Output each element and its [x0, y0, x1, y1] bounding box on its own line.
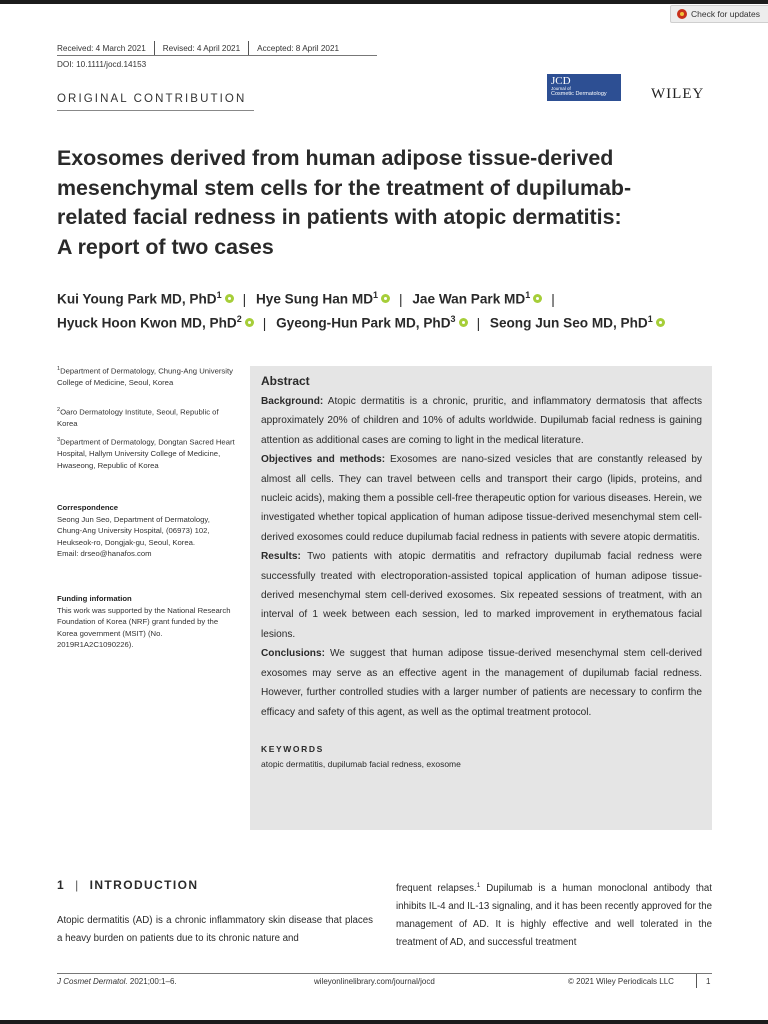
date-divider	[248, 41, 249, 55]
abstract-background	[261, 392, 702, 450]
author-divider: |	[262, 315, 267, 331]
affiliation	[57, 364, 237, 389]
accepted-date: Accepted: 8 April 2021	[257, 43, 340, 53]
title-line: mesenchymal stem cells for the treatment of dupilumab-	[57, 175, 632, 200]
correspondence-email[interactable]: Email: drseo@hanafos.com	[57, 549, 152, 558]
correspondence	[57, 502, 237, 560]
citation-ref[interactable]: 1	[476, 882, 481, 889]
doi[interactable]: DOI: 10.1111/jocd.14153	[57, 60, 147, 69]
author-divider: |	[551, 291, 555, 307]
author-aff: 1	[373, 290, 379, 300]
author-divider: |	[476, 315, 481, 331]
abstract-label: Background:	[261, 396, 324, 407]
check-for-updates-label: Check for updates	[691, 9, 760, 19]
abstract-label: Results:	[261, 551, 301, 563]
footer-citation	[57, 977, 177, 986]
body-text: Dupilumab is a human monoclonal antibody that inhibits IL-4 and IL-13 signaling, and it has been recently approved for the management of AD. It is highly effective and well tolerated in the treatment of AD, and successful treatment	[396, 883, 712, 948]
orcid-icon[interactable]	[459, 318, 468, 327]
abstract-text: Exosomes are nano-sized vesicles that are constantly released by almost all cells. They can travel between cells and transport their cargo (lipids, proteins, and nucleic acids), making them a possible cell-free therapeutic option for various diseases. Herein, we investigated whether topical application of human adipose tissue-derived mesenchymal stem cell-derived exosomes could reduce dupilumab facial redness in patients with severe atopic dermatitis.	[261, 454, 703, 543]
journal-logo	[547, 74, 621, 101]
correspondence-text: Seong Jun Seo, Department of Dermatology, Chung-Ang University Hospital, (06973) 102, Heukseok-ro, Dongjak-gu, Seoul, Korea.	[57, 514, 210, 547]
abstract-results	[261, 547, 702, 644]
affiliation-number: 1	[57, 366, 61, 372]
keywords-list: atopic dermatitis, dupilumab facial redness, exosome	[261, 758, 461, 769]
date-divider	[154, 41, 155, 55]
title-line: A report of two cases	[57, 234, 274, 259]
affiliation	[57, 405, 237, 430]
article-title	[57, 144, 677, 262]
section-heading	[57, 878, 198, 892]
publisher-logo: WILEY	[651, 86, 705, 102]
crossmark-icon	[677, 9, 687, 19]
author-aff: 1	[647, 314, 653, 324]
footer-divider	[696, 974, 697, 988]
abstract-box	[250, 366, 712, 830]
body-text-right	[396, 877, 712, 951]
keywords-heading: KEYWORDS	[261, 743, 324, 754]
correspondence-heading: Correspondence	[57, 503, 119, 512]
orcid-icon[interactable]	[381, 294, 390, 303]
orcid-icon[interactable]	[225, 294, 234, 303]
affiliation-text: Oaro Dermatology Institute, Seoul, Republic of Korea	[57, 407, 219, 429]
section-divider: |	[75, 878, 80, 892]
funding-text: This work was supported by the National Research Foundation of Korea (NRF) grant funded by the Korea government (MSIT) (No. 2019R1A2C1090226).	[57, 605, 231, 649]
author-aff: 1	[525, 290, 531, 300]
footer-copyright: © 2021 Wiley Periodicals LLC	[568, 977, 674, 986]
top-bar	[0, 0, 768, 4]
affiliation-text: Department of Dermatology, Dongtan Sacred Heart Hospital, Hallym University College of Medicine, Hwaseong, Republic of Korea	[57, 437, 235, 470]
orcid-icon[interactable]	[245, 318, 254, 327]
affiliation-number: 2	[57, 407, 61, 413]
author-aff: 3	[450, 314, 456, 324]
title-line: related facial redness in patients with atopic dermatitis:	[57, 205, 622, 229]
author-line	[57, 290, 737, 307]
footer-url[interactable]: wileyonlinelibrary.com/journal/jocd	[314, 977, 435, 986]
author-name[interactable]: Kui Young Park MD, PhD	[57, 291, 217, 307]
abstract-label: Conclusions:	[261, 648, 325, 660]
bottom-bar	[0, 1020, 768, 1024]
author-divider: |	[242, 291, 247, 307]
author-divider: |	[399, 291, 403, 307]
title-line: Exosomes derived from human adipose tissue-derived	[57, 146, 614, 170]
abstract-text: Two patients with atopic dermatitis and refractory dupilumab facial redness were successfully treated with electroporation-assisted topical application of human adipose tissue-derived mesenchymal stem cell-derived exosomes. Six repeated sessions of treatment, with an interval of 1 week between each session, led to marked improvement in erythematous facial lesions.	[261, 551, 702, 640]
abstract-heading: Abstract	[261, 374, 310, 388]
journal-logo-small: Journal of	[551, 86, 571, 91]
section-title: INTRODUCTION	[89, 878, 199, 892]
orcid-icon[interactable]	[656, 318, 665, 327]
affiliation	[57, 435, 237, 471]
section-label: ORIGINAL CONTRIBUTION	[57, 93, 247, 105]
body-text-left: Atopic dermatitis (AD) is a chronic inflammatory skin disease that places a heavy burden on patients due to its chronic nature and	[57, 915, 373, 944]
author-line	[57, 314, 737, 331]
funding	[57, 593, 237, 651]
journal-logo-abbr: JCD	[551, 75, 571, 87]
author-aff: 1	[216, 290, 222, 300]
author-name[interactable]: Hyuck Hoon Kwon MD, PhD	[57, 315, 237, 331]
footer-citation-text: 2021;00:1–6.	[127, 977, 177, 986]
orcid-icon[interactable]	[533, 294, 542, 303]
body-text: frequent relapses.	[396, 883, 477, 895]
author-name[interactable]: Jae Wan Park MD	[412, 291, 526, 307]
abstract-text: We suggest that human adipose tissue-derived mesenchymal stem cell-derived exosomes may serve as an effective agent in the management of dupilumab facial redness. However, further controlled studies with a larger number of patients are necessary to confirm the efficacy and safety of this agent, as well as the optimal treatment protocol.	[261, 648, 702, 718]
section-number: 1	[57, 878, 66, 892]
abstract-text: Atopic dermatitis is a chronic, pruritic, and inflammatory dermatosis that affects approximately 20% of children and 10% of adults worldwide. Dupilumab facial redness is gaining attention as additional cases are coming to light in the medical literature.	[261, 396, 702, 446]
revised-date: Revised: 4 April 2021	[162, 43, 241, 53]
journal-logo-name: Cosmetic Dermatology	[551, 91, 607, 97]
footer-rule	[57, 973, 712, 974]
check-for-updates-button[interactable]	[670, 5, 768, 23]
header-rule	[57, 55, 377, 56]
abstract-methods	[261, 450, 702, 547]
affiliation-text: Department of Dermatology, Chung-Ang University College of Medicine, Seoul, Korea	[57, 366, 233, 388]
footer-journal: J Cosmet Dermatol.	[57, 977, 128, 986]
section-underline	[57, 110, 254, 111]
affiliation-number: 3	[57, 437, 61, 443]
author-aff: 2	[236, 314, 242, 324]
received-date: Received: 4 March 2021	[57, 43, 146, 53]
author-name[interactable]: Seong Jun Seo MD, PhD	[489, 315, 648, 331]
abstract-label: Objectives and methods:	[261, 454, 386, 466]
page-number: 1	[706, 977, 711, 986]
abstract-conclusions	[261, 644, 702, 722]
funding-heading: Funding information	[57, 594, 132, 603]
article-dates	[57, 41, 339, 55]
author-name[interactable]: Hye Sung Han MD	[255, 291, 374, 307]
author-name[interactable]: Gyeong-Hun Park MD, PhD	[276, 315, 451, 331]
